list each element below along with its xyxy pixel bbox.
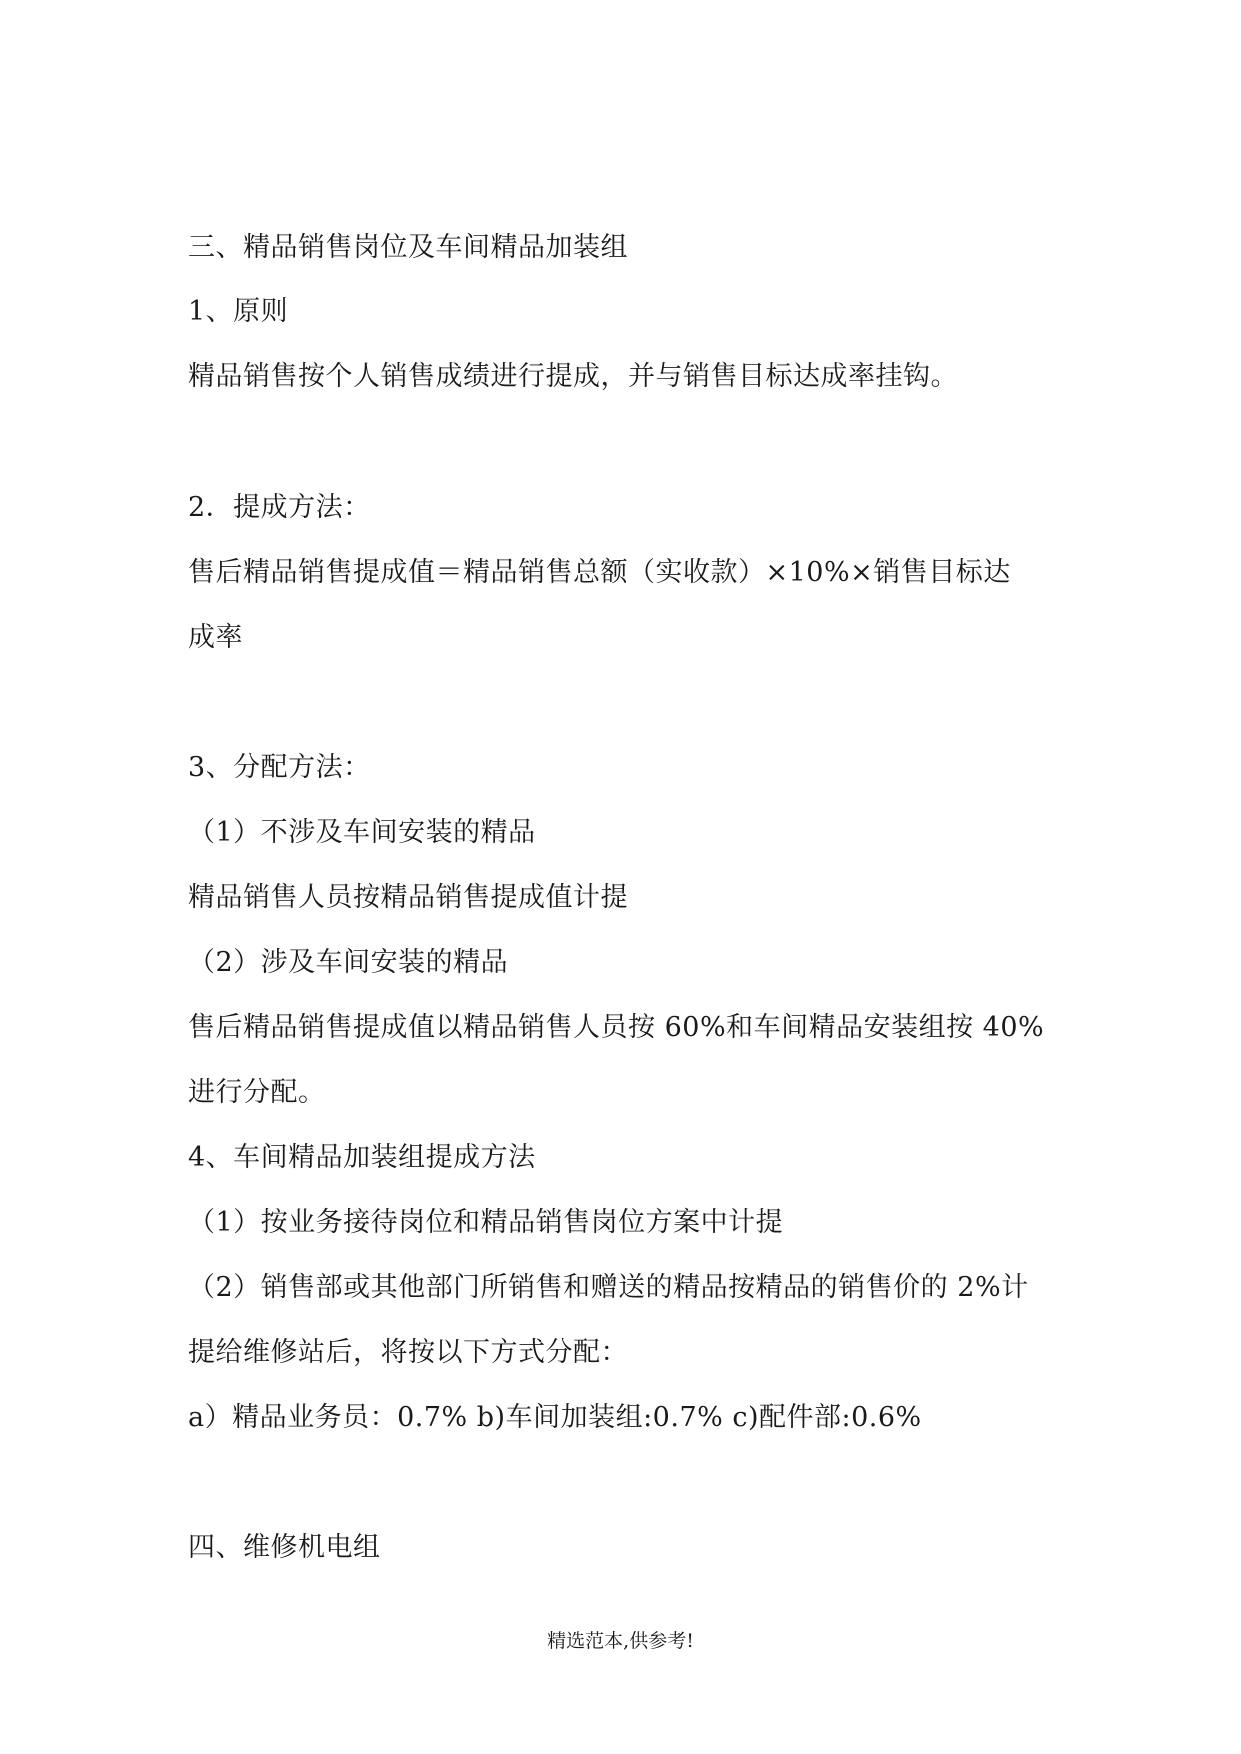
item-workshop-2-line-2: 提给维修站后，将按以下方式分配： [188,1337,628,1368]
formula-line-1: 售后精品销售提成值＝精品销售总额（实收款）×10%×销售目标达 [188,557,1011,588]
subheading-workshop-method: 4、车间精品加装组提成方法 [188,1142,536,1173]
section-heading-4: 四、维修机电组 [188,1532,381,1563]
formula-line-2: 成率 [188,622,243,653]
paragraph-split-line-1: 售后精品销售提成值以精品销售人员按 60%和车间精品安装组按 40% [188,1012,1045,1043]
section-heading-3: 三、精品销售岗位及车间精品加装组 [188,232,628,263]
subheading-commission-method: 2．提成方法： [188,492,371,523]
page-footer: 精选范本,供参考! [547,1630,694,1652]
item-workshop-2-line-1: （2）销售部或其他部门所销售和赠送的精品按精品的销售价的 2%计 [188,1272,1029,1303]
allocation-ratios: a）精品业务员：0.7% b)车间加装组:0.7% c)配件部:0.6% [188,1402,922,1433]
item-workshop-1: （1）按业务接待岗位和精品销售岗位方案中计提 [188,1207,784,1238]
item-no-installation: （1）不涉及车间安装的精品 [188,817,536,848]
subheading-principle: 1、原则 [188,296,289,327]
paragraph-split-line-2: 进行分配。 [188,1077,326,1108]
paragraph-principle: 精品销售按个人销售成绩进行提成，并与销售目标达成率挂钩。 [188,361,958,392]
item-with-installation: （2）涉及车间安装的精品 [188,947,509,978]
paragraph-no-installation: 精品销售人员按精品销售提成值计提 [188,882,628,913]
subheading-distribution-method: 3、分配方法： [188,752,371,783]
